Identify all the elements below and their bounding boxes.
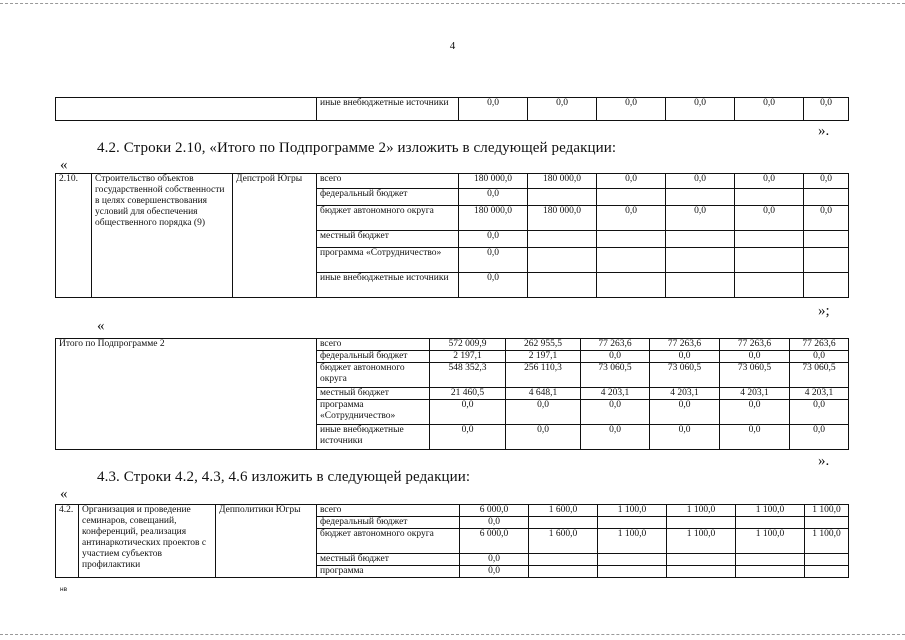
source-cell: федеральный бюджет [317,189,459,206]
value-cell [598,554,667,566]
value-cell [528,189,597,206]
value-cell: 0,0 [650,425,720,450]
source-cell: бюджет автономного округа [317,206,459,231]
value-cell: 0,0 [459,231,528,248]
value-cell: 4 203,1 [581,388,650,400]
value-cell: 0,0 [735,174,804,189]
value-cell: 1 100,0 [598,529,667,554]
value-cell: 77 263,6 [581,339,650,351]
value-cell: 73 060,5 [720,363,790,388]
source-cell: бюджет автономного округа [317,363,430,388]
value-cell: 0,0 [666,206,735,231]
value-cell: 0,0 [430,425,506,450]
opening-quote: « [60,157,68,173]
value-cell: 1 100,0 [805,529,849,554]
value-cell: 4 648,1 [506,388,581,400]
scan-top-edge [0,3,905,4]
value-cell: 0,0 [581,425,650,450]
value-cell: 0,0 [650,351,720,363]
row-4-2-table [55,504,849,578]
value-cell [666,231,735,248]
value-cell [667,517,736,529]
value-cell [528,248,597,273]
source-cell: бюджет автономного округа [317,529,460,554]
value-cell: 572 009,9 [430,339,506,351]
top-table [55,97,849,121]
heading-4-2: 4.2. Строки 2.10, «Итого по Подпрограмме 2» изложить в следующей редакции: [97,140,617,156]
value-cell: 73 060,5 [650,363,720,388]
value-cell [804,189,849,206]
value-cell [735,189,804,206]
value-cell [667,566,736,578]
value-cell: 2 197,1 [430,351,506,363]
value-cell [735,273,804,298]
value-cell: 4 203,1 [790,388,849,400]
source-cell: всего [317,505,460,517]
value-cell: 0,0 [666,174,735,189]
value-cell: 0,0 [459,248,528,273]
value-cell [528,273,597,298]
value-cell: 0,0 [460,517,529,529]
value-cell: 2 197,1 [506,351,581,363]
value-cell: 77 263,6 [650,339,720,351]
value-cell: 180 000,0 [459,206,528,231]
value-cell: 0,0 [460,554,529,566]
value-cell [805,566,849,578]
value-cell [597,231,666,248]
opening-quote: « [97,318,105,334]
source-cell: программа [317,566,460,578]
value-cell: 180 000,0 [528,206,597,231]
value-cell: 1 100,0 [598,505,667,517]
opening-quote: « [60,486,68,502]
value-cell: 180 000,0 [528,174,597,189]
value-cell: 73 060,5 [790,363,849,388]
scan-bottom-edge [0,634,905,635]
value-cell: 0,0 [597,98,666,121]
value-cell: 0,0 [804,98,849,121]
value-cell [529,554,598,566]
value-cell [667,554,736,566]
value-cell [597,189,666,206]
value-cell [528,231,597,248]
source-cell: местный бюджет [317,388,430,400]
source-cell: федеральный бюджет [317,517,460,529]
value-cell [735,248,804,273]
total-name: Итого по Подпрограмме 2 [56,339,317,450]
value-cell [804,231,849,248]
value-cell [804,273,849,298]
value-cell: 6 000,0 [460,505,529,517]
value-cell: 0,0 [528,98,597,121]
footer-code: нв [60,586,68,593]
executor: Депстрой Югры [233,174,317,298]
source-cell: федеральный бюджет [317,351,430,363]
source-cell: местный бюджет [317,554,460,566]
value-cell [666,273,735,298]
source-cell: всего [317,339,430,351]
value-cell: 1 600,0 [529,505,598,517]
closing-quote: ». [818,453,830,469]
value-cell: 0,0 [459,189,528,206]
source-cell: иные внебюджетные источники [317,425,430,450]
value-cell [736,517,805,529]
value-cell [736,566,805,578]
value-cell: 0,0 [506,425,581,450]
value-cell: 0,0 [581,351,650,363]
value-cell: 0,0 [597,174,666,189]
value-cell: 256 110,3 [506,363,581,388]
value-cell: 1 100,0 [736,529,805,554]
value-cell [735,231,804,248]
source-cell: иные внебюджетные источники [317,273,459,298]
value-cell: 1 600,0 [529,529,598,554]
value-cell: 21 460,5 [430,388,506,400]
source-cell: иные внебюджетные источники [317,98,459,121]
value-cell [597,248,666,273]
value-cell: 0,0 [790,400,849,425]
value-cell: 1 100,0 [805,505,849,517]
value-cell [597,273,666,298]
value-cell: 262 955,5 [506,339,581,351]
value-cell: 0,0 [459,98,528,121]
page-number: 4 [449,40,456,52]
value-cell [805,517,849,529]
value-cell: 548 352,3 [430,363,506,388]
source-cell: программа «Сотрудничество» [317,400,430,425]
value-cell [666,248,735,273]
value-cell: 0,0 [581,400,650,425]
value-cell: 0,0 [597,206,666,231]
closing-quote: »; [818,303,830,319]
heading-4-3: 4.3. Строки 4.2, 4.3, 4.6 изложить в следующей редакции: [97,469,471,485]
value-cell: 0,0 [430,400,506,425]
value-cell: 180 000,0 [459,174,528,189]
blank-cell [56,98,317,121]
value-cell: 0,0 [666,98,735,121]
value-cell: 4 203,1 [720,388,790,400]
value-cell: 77 263,6 [720,339,790,351]
row-2-10-table [55,173,849,298]
value-cell [666,189,735,206]
source-cell: программа «Сотрудничество» [317,248,459,273]
row-number: 2.10. [56,174,92,298]
value-cell: 1 100,0 [736,505,805,517]
row-number: 4.2. [56,505,79,578]
value-cell: 0,0 [735,98,804,121]
value-cell: 0,0 [735,206,804,231]
value-cell: 0,0 [790,425,849,450]
activity-name: Организация и проведение семинаров, совещаний, конференций, реализация антинаркотических проектов с участием субъектов профилактики [79,505,216,578]
value-cell: 73 060,5 [581,363,650,388]
value-cell [529,517,598,529]
value-cell: 77 263,6 [790,339,849,351]
value-cell [529,566,598,578]
executor: Депполитики Югры [216,505,317,578]
activity-name: Строительство объектов государственной собственности в целях совершенствования условий для обеспечения общественного порядка (9) [92,174,233,298]
value-cell: 6 000,0 [460,529,529,554]
value-cell [736,554,805,566]
value-cell: 0,0 [720,400,790,425]
value-cell [804,248,849,273]
value-cell: 0,0 [720,351,790,363]
value-cell: 0,0 [804,174,849,189]
value-cell: 0,0 [650,400,720,425]
total-subprogram-2-table [55,338,849,450]
source-cell: местный бюджет [317,231,459,248]
value-cell [805,554,849,566]
value-cell: 1 100,0 [667,529,736,554]
value-cell: 0,0 [804,206,849,231]
value-cell: 0,0 [460,566,529,578]
value-cell: 1 100,0 [667,505,736,517]
value-cell: 0,0 [459,273,528,298]
value-cell: 4 203,1 [650,388,720,400]
value-cell: 0,0 [506,400,581,425]
value-cell [598,517,667,529]
source-cell: всего [317,174,459,189]
value-cell [598,566,667,578]
value-cell: 0,0 [790,351,849,363]
closing-quote: ». [818,123,830,139]
value-cell: 0,0 [720,425,790,450]
